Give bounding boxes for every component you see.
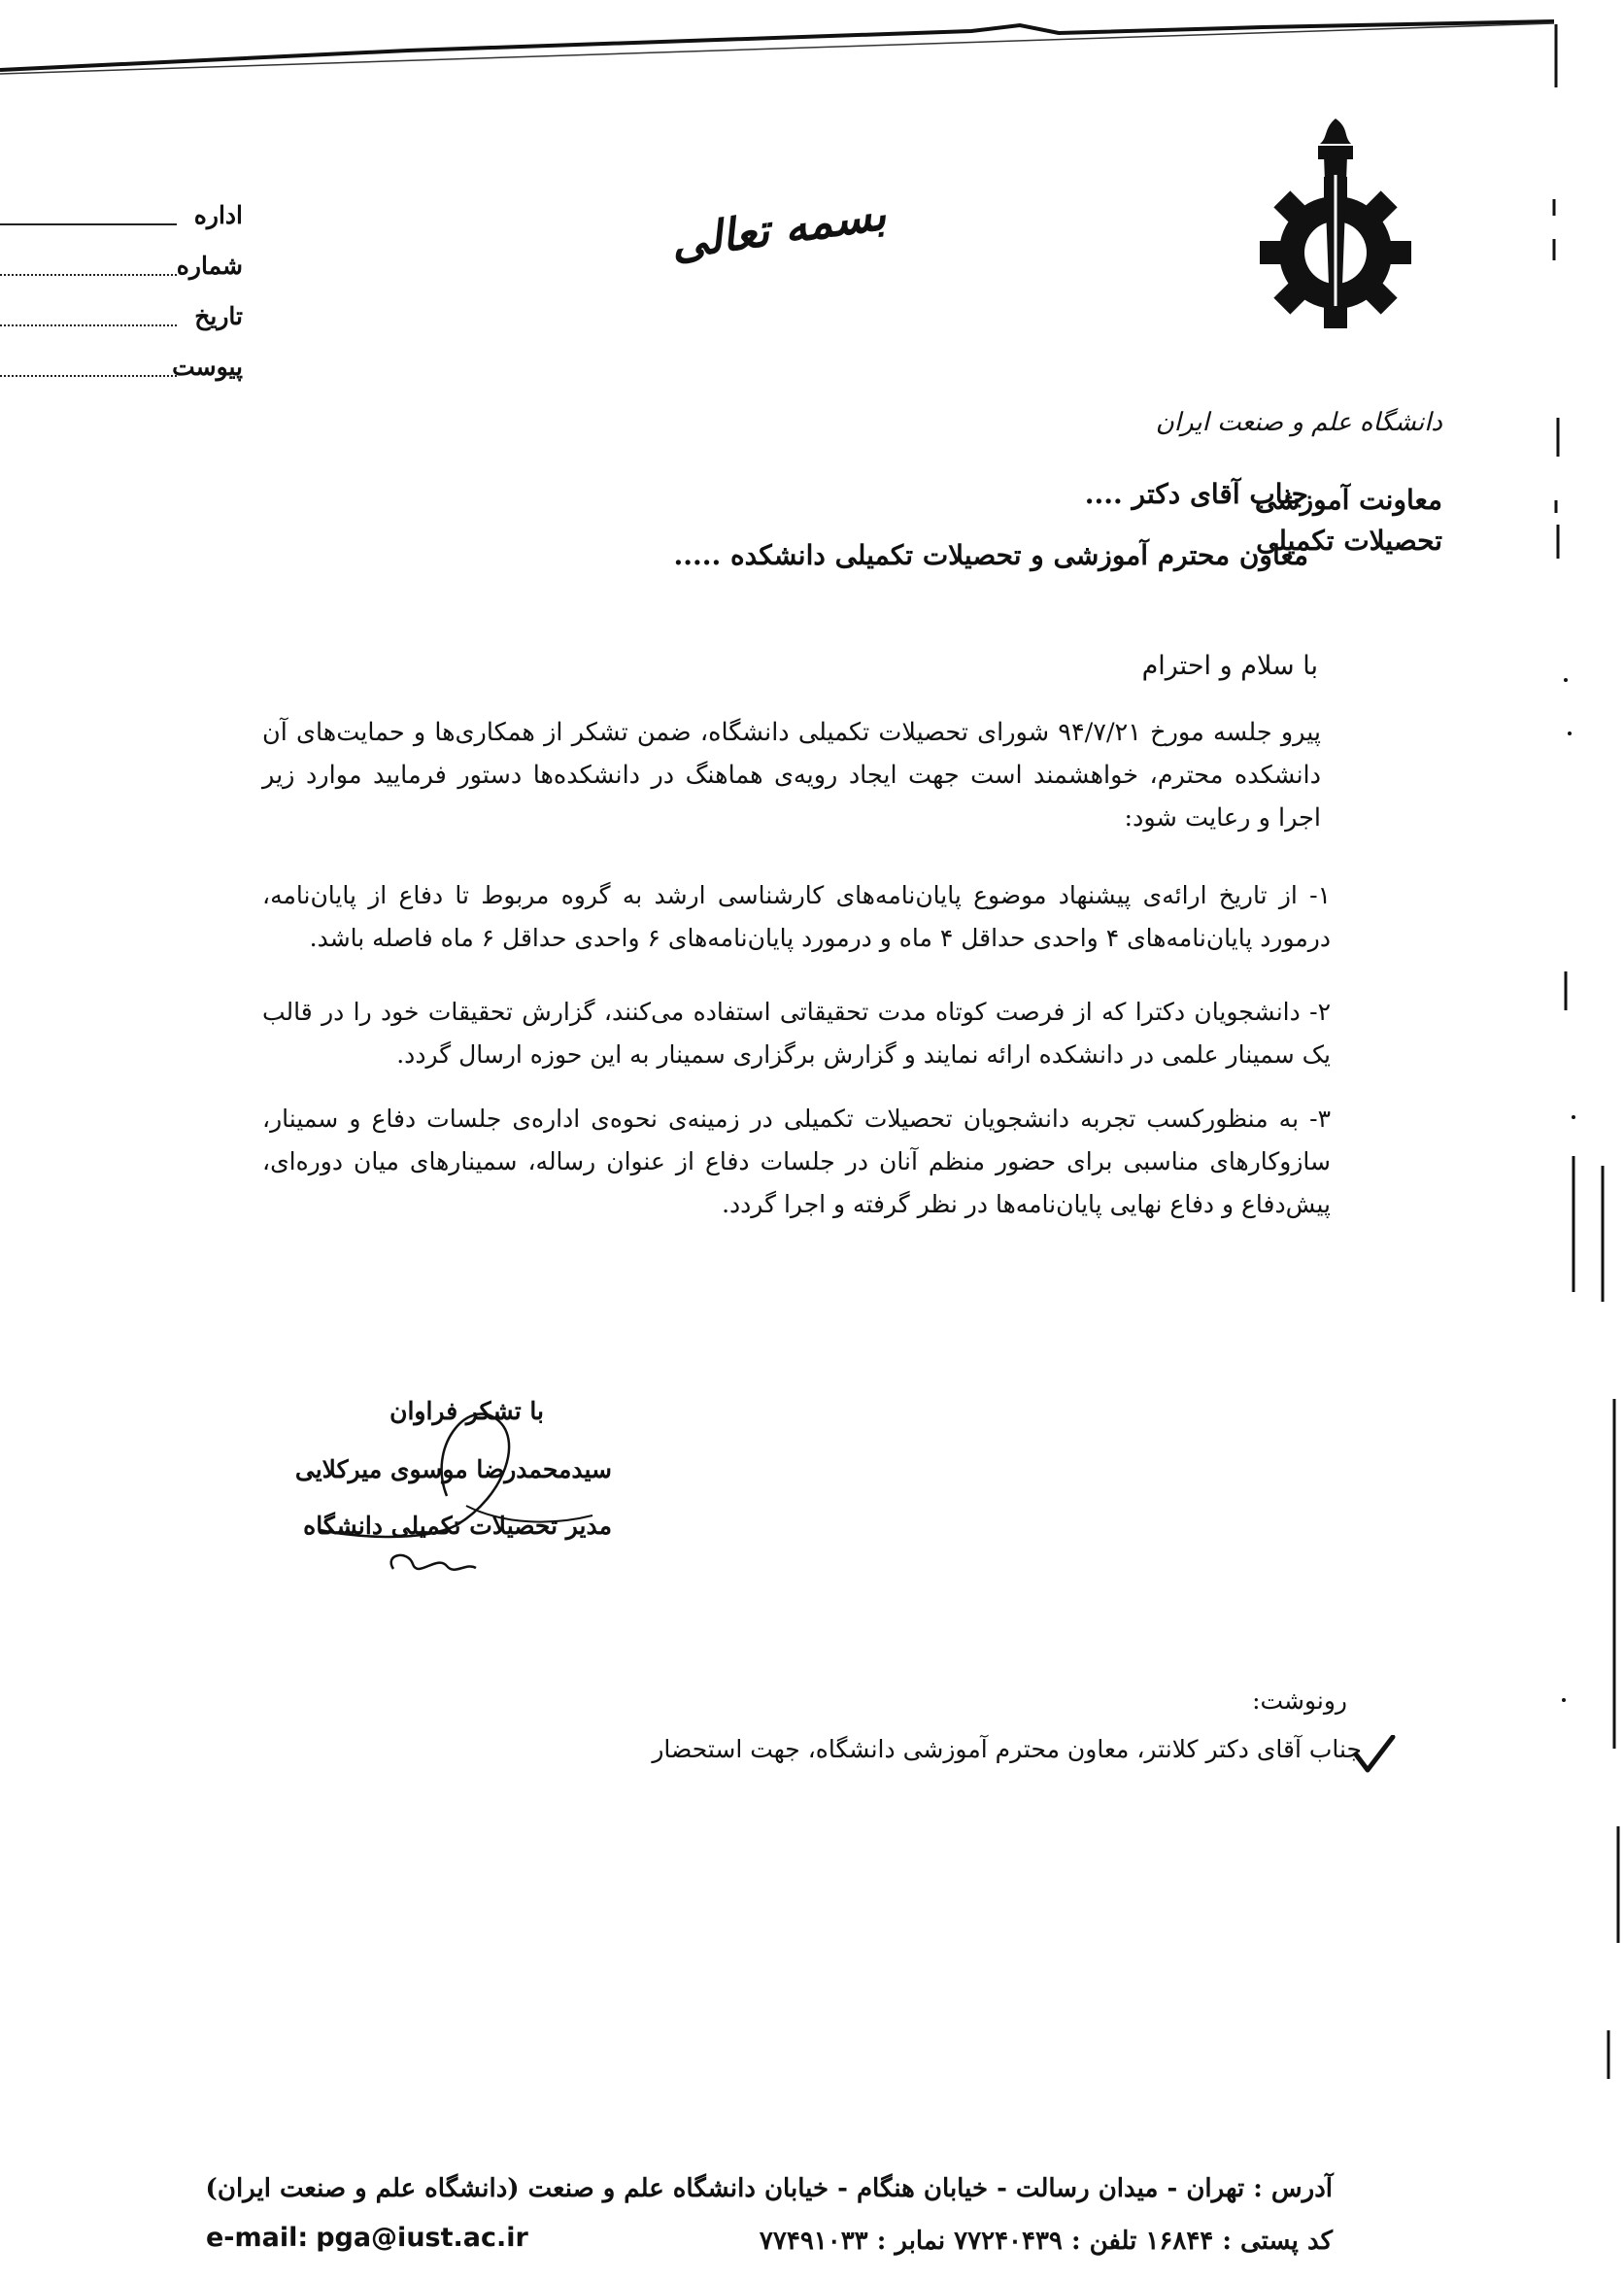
footer-address: آدرس : تهران - میدان رسالت - خیابان هنگام - خیابان دانشگاه علم و صنعت (دانشگاه علم و صنعت ایران) (205, 2174, 1333, 2203)
scan-margin-artifacts (1544, 0, 1624, 2280)
page-top-edge (0, 12, 1624, 89)
meta-field-attachment (0, 346, 253, 385)
cc-recipient: جناب آقای دکتر کلانتر، معاون محترم آموزشی دانشگاه، جهت استحضار (652, 1735, 1362, 1763)
email-address[interactable]: pga@iust.ac.ir (316, 2223, 528, 2253)
cc-heading: رونوشت: (1252, 1686, 1347, 1715)
signature-block (282, 1389, 631, 1603)
signatory-title: مدیر تحصیلات تکمیلی دانشگاه (303, 1512, 612, 1540)
greeting: با سلام و احترام (1141, 651, 1318, 681)
list-item: ۲- دانشجویان دکترا که از فرصت کوتاه مدت تحقیقاتی استفاده می‌کنند، گزارش تحقیقات خود را در قالب یک سمینار علمی در دانشکده ارائه نمایند و گزارش برگزاری سمینار به این حوزه ارسال گردد. (262, 998, 1331, 1069)
recipient-name: جناب آقای دکتر .... (1084, 478, 1308, 510)
list-item: ۱- از تاریخ ارائه‌ی پیشنهاد موضوع پایان‌نامه‌های کارشناسی ارشد به گروه مربوط تا دفاع از پایان‌نامه، درمورد پایان‌نامه‌های ۴ واحدی حداقل ۴ ماه و درمورد پایان‌نامه‌های ۶ واحدی حداقل ۶ ماه فاصله باشد. (262, 881, 1331, 952)
footer-contact: کد پستی : ۱۶۸۴۴ تلفن : ۷۷۲۴۰۴۳۹ نمابر : ۷۷۴۹۱۰۳۳ (759, 2227, 1333, 2256)
intro-paragraph: پیرو جلسه مورخ ۹۴/۷/۲۱ شورای تحصیلات تکمیلی دانشگاه، ضمن تشکر از همکاری‌ها و حمایت‌های آن دانشکده محترم، خواهشمند است جهت ایجاد رویه‌ی هماهنگ در دانشکده‌ها دستور فرمایید موارد زیر اجرا و رعایت شود: (262, 718, 1321, 833)
signature-closing: با تشکر فراوان (389, 1397, 544, 1425)
meta-line (0, 375, 177, 377)
list-item: ۳- به منظورکسب تجربه دانشجویان تحصیلات تکمیلی در زمینه‌ی نحوه‌ی اداره‌ی جلسات دفاع و سمینار، سازوکارهای مناسبی برای حضور منظم آنان در جلسات دفاع از عنوان رساله، سمینارهای میان دوره‌ای، پیش‌دفاع و دفاع نهایی پایان‌نامه‌ها در نظر گرفته و اجرا گردد. (262, 1105, 1331, 1218)
email-label: e-mail: (206, 2223, 309, 2253)
footer-email (206, 2223, 528, 2253)
office-line-1: معاونت آموزشی (1254, 484, 1442, 516)
signatory-name: سیدمحمدرضا موسوی میرکلایی (294, 1455, 612, 1483)
university-logo (1238, 117, 1433, 330)
meta-field-date (0, 295, 253, 334)
meta-label: تاریخ (194, 302, 243, 330)
meta-field-number (0, 245, 253, 284)
meta-line (0, 274, 177, 276)
meta-line (0, 324, 177, 326)
meta-label: پیوست (172, 353, 243, 381)
invocation-heading: بسمه تعالی (667, 187, 890, 270)
meta-label: شماره (176, 252, 243, 280)
meta-field-office (0, 194, 253, 233)
meta-label: اداره (193, 201, 243, 229)
office-line-2: تحصیلات تکمیلی (1256, 525, 1442, 557)
university-name: دانشگاه علم و صنعت ایران (1155, 408, 1442, 437)
recipient-title: معاون محترم آموزشی و تحصیلات تکمیلی دانشکده ..... (673, 539, 1308, 571)
meta-line (0, 223, 177, 225)
